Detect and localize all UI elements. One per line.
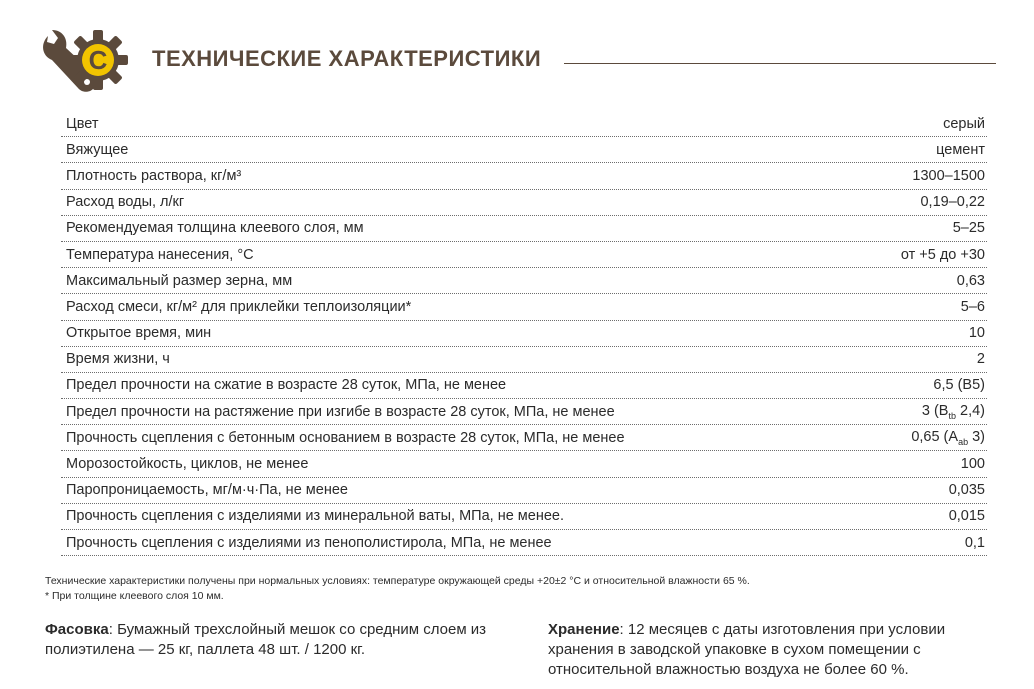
spec-row <box>61 294 987 320</box>
spec-label: Морозостойкость, циклов, не менее <box>66 456 309 473</box>
title-divider <box>564 63 996 64</box>
spec-label: Рекомендуемая толщина клеевого слоя, мм <box>66 220 364 237</box>
logo-letter: С <box>88 45 108 75</box>
spec-value: 5–25 <box>952 220 985 237</box>
spec-row <box>61 399 987 425</box>
spec-row <box>61 216 987 242</box>
storage-label: Хранение <box>548 621 620 638</box>
storage-info <box>548 620 1008 680</box>
footnote-conditions: Технические характеристики получены при нормальных условиях: температуре окружающей среды +20±2 °С и относительной влажности 65 %. <box>45 575 750 587</box>
spec-row <box>61 268 987 294</box>
header <box>38 22 998 102</box>
spec-label: Прочность сцепления с бетонным основанием в возрасте 28 суток, МПа, не менее <box>66 429 625 446</box>
spec-value: 100 <box>960 456 985 473</box>
wrench-gear-logo-icon <box>38 22 134 102</box>
footnote-asterisk: * При толщине клеевого слоя 10 мм. <box>45 590 224 602</box>
spec-row <box>61 504 987 530</box>
spec-label: Открытое время, мин <box>66 325 212 342</box>
spec-value: 0,19–0,22 <box>920 194 985 211</box>
spec-value: 2 <box>976 351 985 368</box>
packing-info <box>45 620 515 660</box>
spec-row <box>61 451 987 477</box>
spec-row <box>61 478 987 504</box>
spec-row <box>61 321 987 347</box>
spec-value-subscript: tb <box>948 410 956 421</box>
spec-value: 1300–1500 <box>912 167 985 184</box>
spec-label: Расход смеси, кг/м² для приклейки теплоизоляции* <box>66 298 412 315</box>
spec-value: 0,015 <box>948 508 985 525</box>
spec-row <box>61 163 987 189</box>
spec-label: Прочность сцепления с изделиями из минеральной ваты, МПа, не менее. <box>66 508 564 525</box>
spec-value: серый <box>943 115 985 132</box>
spec-value: 10 <box>968 325 985 342</box>
spec-row <box>61 190 987 216</box>
spec-row <box>61 425 987 451</box>
spec-value-main: 3 (В <box>921 402 949 419</box>
spec-value-tail: 3) <box>968 428 985 445</box>
spec-value <box>922 403 985 421</box>
spec-value-main: 0,65 (А <box>911 428 959 445</box>
spec-label: Прочность сцепления с изделиями из пенополистирола, МПа, не менее <box>66 534 552 551</box>
spec-row <box>61 242 987 268</box>
spec-value: от +5 до +30 <box>900 246 985 263</box>
storage-text: : 12 месяцев с даты изготовления при условии хранения в заводской упаковке в сухом помещении с относительной влажностью воздуха не более 60 %. <box>548 621 946 678</box>
spec-row <box>61 373 987 399</box>
spec-label: Паропроницаемость, мг/м·ч·Па, не менее <box>66 482 348 499</box>
spec-value <box>911 429 985 447</box>
spec-label: Плотность раствора, кг/м³ <box>66 167 242 184</box>
spec-value-tail: 2,4) <box>955 402 985 419</box>
spec-label: Максимальный размер зерна, мм <box>66 272 293 289</box>
page-title: ТЕХНИЧЕСКИЕ ХАРАКТЕРИСТИКИ <box>152 46 542 71</box>
spec-label: Цвет <box>66 115 99 132</box>
spec-row <box>61 137 987 163</box>
spec-value: 0,035 <box>948 482 985 499</box>
spec-value: цемент <box>936 141 985 158</box>
spec-value: 0,63 <box>956 272 985 289</box>
spec-row <box>61 530 987 556</box>
spec-value: 0,1 <box>964 534 985 551</box>
packing-label: Фасовка <box>45 621 109 638</box>
spec-row <box>61 347 987 373</box>
spec-label: Предел прочности на сжатие в возрасте 28 суток, МПа, не менее <box>66 377 507 394</box>
spec-value-subscript: ab <box>958 436 969 447</box>
spec-label: Предел прочности на растяжение при изгибе в возрасте 28 суток, МПа, не менее <box>66 403 615 420</box>
spec-label: Температура нанесения, °С <box>66 246 254 263</box>
specs-table <box>61 111 987 556</box>
spec-value: 5–6 <box>960 298 985 315</box>
footnotes <box>45 574 750 604</box>
spec-row <box>61 111 987 137</box>
packing-text: : Бумажный трехслойный мешок со средним слоем из полиэтилена — 25 кг, паллета 48 шт. / 1200 кг. <box>45 621 487 658</box>
spec-value: 6,5 (В5) <box>933 377 985 394</box>
spec-label: Вяжущее <box>66 141 129 158</box>
spec-label: Время жизни, ч <box>66 351 170 368</box>
spec-label: Расход воды, л/кг <box>66 194 185 211</box>
